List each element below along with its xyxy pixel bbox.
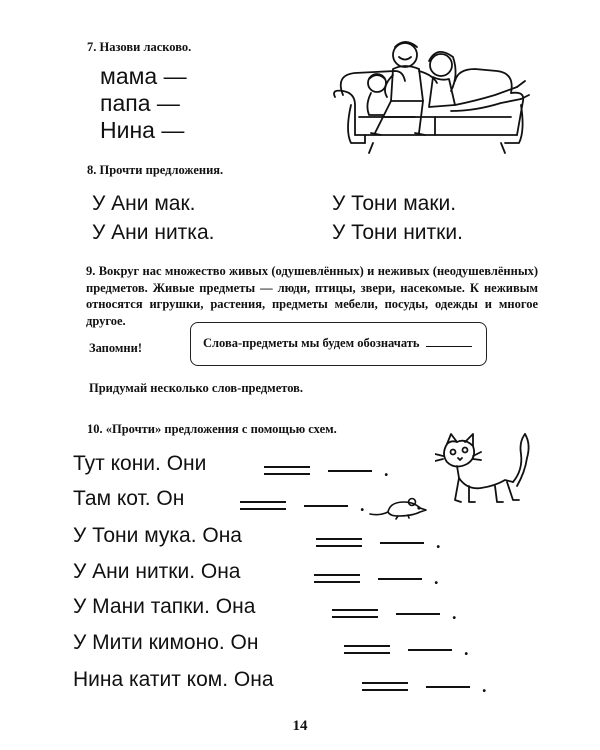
predicate-single-dash bbox=[304, 505, 348, 507]
scheme-diagram bbox=[240, 495, 365, 516]
task8-sentence: У Ани мак. bbox=[92, 192, 196, 215]
scheme-row-text: Там кот. Он bbox=[73, 487, 185, 510]
cat-icon bbox=[435, 430, 535, 520]
scheme-diagram bbox=[362, 676, 487, 697]
sentence-dot: . bbox=[384, 460, 389, 480]
sentence-dot: . bbox=[482, 676, 487, 696]
subject-double-dash bbox=[240, 501, 286, 510]
task10-heading: 10. «Прочти» предложения с помощью схем. bbox=[87, 422, 337, 436]
subject-double-dash bbox=[316, 538, 362, 547]
task9-paragraph: 9. Вокруг нас множество живых (одушевлённых) и неживых (неодушевлённых) предметов. Живые предметы — люди, птицы, звери, насекомые. К неживым относятся игрушки, растения, предметы мебели, посуды, одежды и многое другое. bbox=[86, 264, 538, 328]
scheme-row-text: У Мити кимоно. Он bbox=[73, 631, 259, 654]
predicate-single-dash bbox=[408, 649, 452, 651]
scheme-row-text: У Мани тапки. Она bbox=[73, 595, 256, 618]
page-number: 14 bbox=[292, 718, 308, 734]
predicate-single-dash bbox=[328, 470, 372, 472]
scheme-diagram bbox=[314, 568, 439, 589]
scheme-diagram bbox=[344, 639, 469, 660]
task7-word: Нина — bbox=[100, 117, 185, 143]
scheme-row-text: У Ани нитки. Она bbox=[73, 560, 241, 583]
sentence-dot: . bbox=[360, 495, 365, 515]
scheme-row-text: У Тони мука. Она bbox=[73, 524, 242, 547]
task8-sentence: У Ани нитка. bbox=[92, 221, 215, 244]
subject-double-dash bbox=[362, 682, 408, 691]
scheme-diagram bbox=[316, 532, 441, 553]
task7-heading: 7. Назови ласково. bbox=[87, 40, 192, 54]
subject-double-dash bbox=[314, 574, 360, 583]
scheme-row-text: Нина катит ком. Она bbox=[73, 668, 274, 691]
invent-prompt: Придумай несколько слов-предметов. bbox=[89, 381, 304, 395]
subject-double-dash bbox=[264, 466, 310, 475]
task8-heading: 8. Прочти предложения. bbox=[87, 163, 224, 177]
predicate-single-dash bbox=[380, 542, 424, 544]
task7-word-list bbox=[100, 63, 187, 144]
task7-word: папа — bbox=[100, 90, 180, 116]
task8-left-column bbox=[92, 189, 214, 247]
sentence-dot: . bbox=[452, 603, 457, 623]
task8-sentence: У Тони нитки. bbox=[332, 221, 463, 244]
predicate-single-dash bbox=[378, 578, 422, 580]
sentence-dot: . bbox=[464, 639, 469, 659]
remember-label: Запомни! bbox=[89, 341, 142, 355]
task8-right-column bbox=[332, 189, 463, 247]
sentence-dot: . bbox=[434, 568, 439, 588]
predicate-single-dash bbox=[396, 613, 440, 615]
task8-sentence: У Тони маки. bbox=[332, 192, 457, 215]
predicate-single-dash bbox=[426, 686, 470, 688]
rule-blank bbox=[426, 346, 472, 347]
subject-double-dash bbox=[332, 609, 378, 618]
scheme-row-text: Тут кони. Они bbox=[73, 452, 207, 475]
scheme-diagram bbox=[264, 460, 389, 481]
sentence-dot: . bbox=[436, 532, 441, 552]
rule-box bbox=[190, 322, 487, 366]
task7-word: мама — bbox=[100, 63, 187, 89]
mouse-icon bbox=[368, 494, 430, 520]
family-on-sofa-icon bbox=[325, 35, 535, 160]
subject-double-dash bbox=[344, 645, 390, 654]
rule-text: Слова-предметы мы будем обозначать bbox=[203, 336, 420, 350]
scheme-diagram bbox=[332, 603, 457, 624]
